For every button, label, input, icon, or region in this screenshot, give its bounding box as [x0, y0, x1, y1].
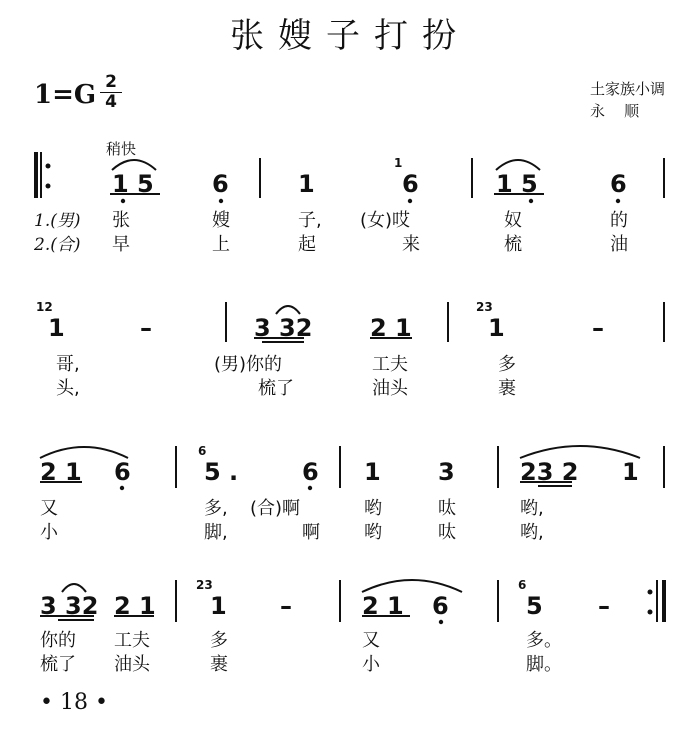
note-dash: –	[598, 592, 610, 620]
lyric: 多	[210, 630, 228, 651]
lyric: (合)啊	[250, 498, 301, 519]
tempo-marking: 稍快	[106, 140, 137, 158]
lyric: (男)你的	[214, 354, 283, 375]
lyric: 来	[402, 234, 420, 255]
lyric: (女)哎	[360, 210, 411, 231]
grace-note: 6	[518, 578, 527, 592]
lyric: 张	[112, 210, 130, 231]
lyric: 嫂	[212, 210, 230, 231]
lyric: 又	[362, 630, 380, 651]
note: 1	[364, 458, 381, 486]
note-group: 2 1	[370, 314, 412, 342]
grace-note: 23	[476, 300, 493, 314]
song-title: 张嫂子打扮	[230, 16, 470, 56]
note-dash: –	[140, 314, 152, 342]
time-signature-top: 2	[105, 72, 117, 92]
note: 6	[114, 458, 131, 486]
note-dash: –	[592, 314, 604, 342]
lyric: 又	[40, 498, 58, 519]
lyric: 油头	[114, 654, 150, 675]
lyric: 小	[362, 654, 380, 675]
note: 6	[610, 170, 627, 198]
lyric: 子,	[298, 210, 322, 231]
note: 5	[526, 592, 543, 620]
lyric: 裹	[498, 378, 516, 399]
note: 1	[298, 170, 315, 198]
key-signature: 1=G	[34, 80, 97, 110]
lyric: 奴	[504, 210, 522, 231]
time-signature-bottom: 4	[105, 92, 117, 112]
note: 6	[302, 458, 319, 486]
lyric: 的	[610, 210, 628, 231]
note-group: 1 5	[496, 170, 538, 198]
note: 1	[210, 592, 227, 620]
note-group: 2 1	[114, 592, 156, 620]
lyric: 工夫	[114, 630, 150, 651]
grace-note: 12	[36, 300, 53, 314]
lyric: 脚。	[526, 654, 562, 675]
lyric: 梳了	[258, 378, 294, 399]
note-group: 2 1	[362, 592, 404, 620]
lyric: 哟	[364, 522, 382, 543]
lyric: 梳	[504, 234, 522, 255]
lyric: 哟	[364, 498, 382, 519]
lyric: 哟,	[520, 522, 544, 543]
note-group: 1 5	[112, 170, 154, 198]
lyric: 哥,	[56, 354, 80, 375]
lyric: 多。	[526, 630, 562, 651]
note-dash: –	[280, 592, 292, 620]
verse-label: 2.(合)	[34, 235, 81, 255]
lyric: 工夫	[372, 354, 408, 375]
lyric: 裹	[210, 654, 228, 675]
note: 6	[212, 170, 229, 198]
note-group: 23 2	[520, 458, 579, 486]
lyric: 上	[212, 234, 230, 255]
lyric: 起	[298, 234, 316, 255]
lyric: 头,	[56, 378, 80, 399]
note: 5 .	[204, 458, 239, 486]
lyric: 脚,	[204, 522, 228, 543]
grace-note: 6	[198, 444, 207, 458]
lyric: 早	[112, 234, 130, 255]
note: 6	[402, 170, 419, 198]
lyric: 呔	[438, 522, 456, 543]
page-number: • 18 •	[40, 690, 108, 715]
note: 6	[432, 592, 449, 620]
grace-note: 23	[196, 578, 213, 592]
collector-credit: 永 顺	[590, 102, 640, 120]
lyric: 哟,	[520, 498, 544, 519]
lyric: 小	[40, 522, 58, 543]
origin-credit: 土家族小调	[590, 80, 666, 98]
note: 3	[438, 458, 455, 486]
note-group: 3 32	[254, 314, 313, 342]
lyric: 啊	[302, 522, 320, 543]
lyric: 多,	[204, 498, 228, 519]
note: 1	[622, 458, 639, 486]
lyric: 你的	[40, 630, 76, 651]
lyric: 油头	[372, 378, 408, 399]
lyric: 油	[610, 234, 628, 255]
lyric: 梳了	[40, 654, 76, 675]
lyric: 多	[498, 354, 516, 375]
time-signature	[100, 74, 122, 111]
note: 1	[488, 314, 505, 342]
verse-label: 1.(男)	[34, 211, 81, 231]
lyric: 呔	[438, 498, 456, 519]
note-group: 2 1	[40, 458, 82, 486]
note: 1	[48, 314, 65, 342]
note-group: 3 32	[40, 592, 99, 620]
grace-note: 1	[394, 156, 403, 170]
